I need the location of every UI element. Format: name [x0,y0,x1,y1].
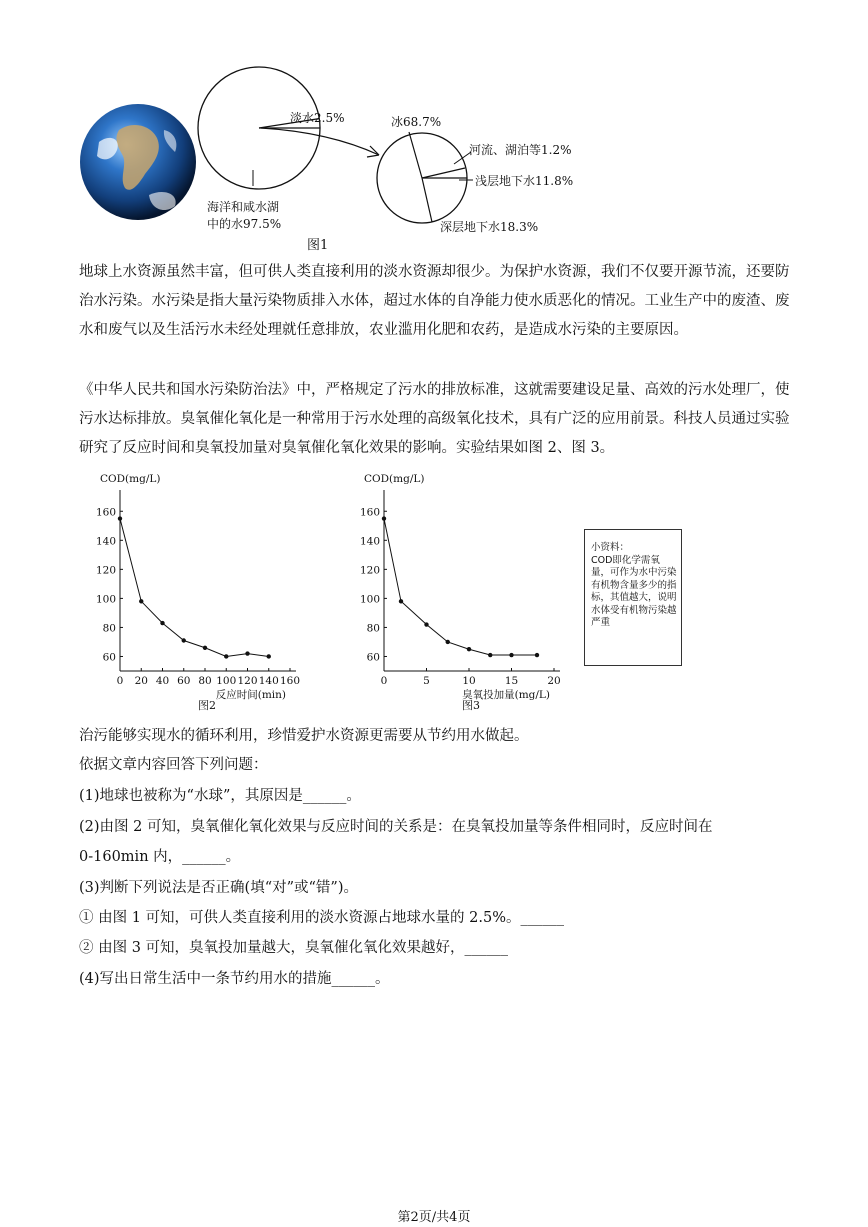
data-point [267,654,271,658]
y-tick-label: 160 [359,506,380,519]
y-tick-label: 80 [102,622,116,635]
data-point [382,516,386,520]
pie-label-freshwater: 淡水2.5% [290,111,345,125]
y-tick-label: 60 [102,651,116,664]
note-heading: 小资料： [591,542,630,553]
data-point [446,640,450,644]
x-tick-label: 40 [155,675,170,687]
data-point [424,622,428,626]
y-tick-label: 60 [366,651,380,664]
question-2-line-1: (2)由图 2 可知，臭氧催化氧化效果与反应时间的关系是：在臭氧投加量等条件相同时，反应时间在 [79,819,713,835]
question-2-line-2: 0-160min 内，______。 [79,849,241,865]
note-body: COD即化学需氧量，可作为水中污染有机物含量多少的指标，其值越大，说明水体受有机物污染越严重 [591,554,677,628]
y-tick-label: 100 [95,593,116,606]
question-3: (3)判断下列说法是否正确(填“对”或“错”)。 [79,880,359,896]
prompt: 依据文章内容回答下列问题： [79,757,268,773]
data-point [203,646,207,650]
data-point [467,647,471,651]
x-tick-label: 80 [198,675,212,687]
x-tick-label: 100 [216,675,237,687]
x-tick-label: 120 [237,675,258,687]
pie-freshwater [377,132,467,223]
y-tick-label: 140 [95,535,116,548]
chart-figure-2 [92,464,322,714]
figure-1-caption: 图1 [307,238,329,253]
x-tick-label: 15 [504,675,519,687]
law-paragraph: 《中华人民共和国水污染防治法》中，严格规定了污水的排放标准，这就需要建设足量、高效的污水处理厂，使污水达标排放。臭氧催化氧化是一种常用于污水处理的高级氧化技术，具有广泛的应用前景。科技人员通过实验研究了反应时间和臭氧投加量对臭氧催化氧化效果的影响。实验结果如图 2、图 3。 [79,382,790,456]
pie-label-ocean-2: 中的水97.5% [207,217,282,231]
x-axis-label: 臭氧投加量(mg/L) [462,689,550,701]
y-tick-label: 120 [95,564,116,577]
pie-label-deep: 深层地下水18.3% [440,220,539,234]
series-line [120,519,269,657]
intro-paragraph: 地球上水资源虽然丰富，但可供人类直接利用的淡水资源却很少。为保护水资源，我们不仅要开源节流，还要防治水污染。水污染是指大量污染物质排入水体，超过水体的自净能力使水质恶化的情况。工业生产中的废渣、废水和废气以及生活污水未经处理就任意排放，农业滥用化肥和农药，是造成水污染的主要原因。 [79,264,790,338]
data-point [182,638,186,642]
chart-caption: 图2 [198,699,216,712]
data-point [160,621,164,625]
x-tick-label: 60 [177,675,191,687]
figure-1 [79,60,619,260]
x-axis-label: 反应时间(min) [215,689,286,701]
pie-earth-water [198,67,320,189]
data-point [118,516,122,520]
page-footer: 第2页/共4页 [397,1210,471,1225]
question-3-item-1: ① 由图 1 可知，可供人类直接利用的淡水资源占地球水量的 2.5%。______ [79,910,564,926]
data-point [245,651,249,655]
x-tick-label: 140 [258,675,279,687]
pie-label-rivers: 河流、湖泊等1.2% [469,143,572,157]
y-tick-label: 140 [359,535,380,548]
x-tick-label: 0 [116,675,124,687]
x-tick-label: 5 [423,675,430,687]
earth-image [80,104,196,220]
y-tick-label: 120 [359,564,380,577]
data-point [399,599,403,603]
pie-label-ocean-1: 海洋和咸水湖 [207,200,280,214]
after-paragraph: 治污能够实现水的循环利用，珍惜爱护水资源更需要从节约用水做起。 [79,728,529,744]
y-tick-label: 100 [359,593,380,606]
x-tick-label: 20 [547,675,561,687]
chart-figure-3 [356,464,586,714]
series-line [384,519,537,656]
data-point [535,653,539,657]
y-axis-label: COD(mg/L) [364,473,425,485]
data-point [224,654,228,658]
chart-caption: 图3 [462,699,480,712]
x-tick-label: 160 [279,675,301,687]
question-3-item-2: ② 由图 3 可知，臭氧投加量越大，臭氧催化氧化效果越好，______ [79,940,509,956]
pie-label-ice: 冰68.7% [391,115,442,129]
y-tick-label: 160 [95,506,116,519]
x-tick-label: 0 [380,675,388,687]
x-tick-label: 10 [462,675,476,687]
y-axis-label: COD(mg/L) [100,473,161,485]
question-4: (4)写出日常生活中一条节约用水的措施______。 [79,971,390,987]
y-tick-label: 80 [366,622,380,635]
data-point [488,653,492,657]
note-box [584,529,682,666]
data-point [139,599,143,603]
x-tick-label: 20 [134,675,148,687]
data-point [509,653,513,657]
question-1: (1)地球也被称为“水球”，其原因是______。 [79,788,361,804]
pie-label-shallow: 浅层地下水11.8% [475,174,574,188]
